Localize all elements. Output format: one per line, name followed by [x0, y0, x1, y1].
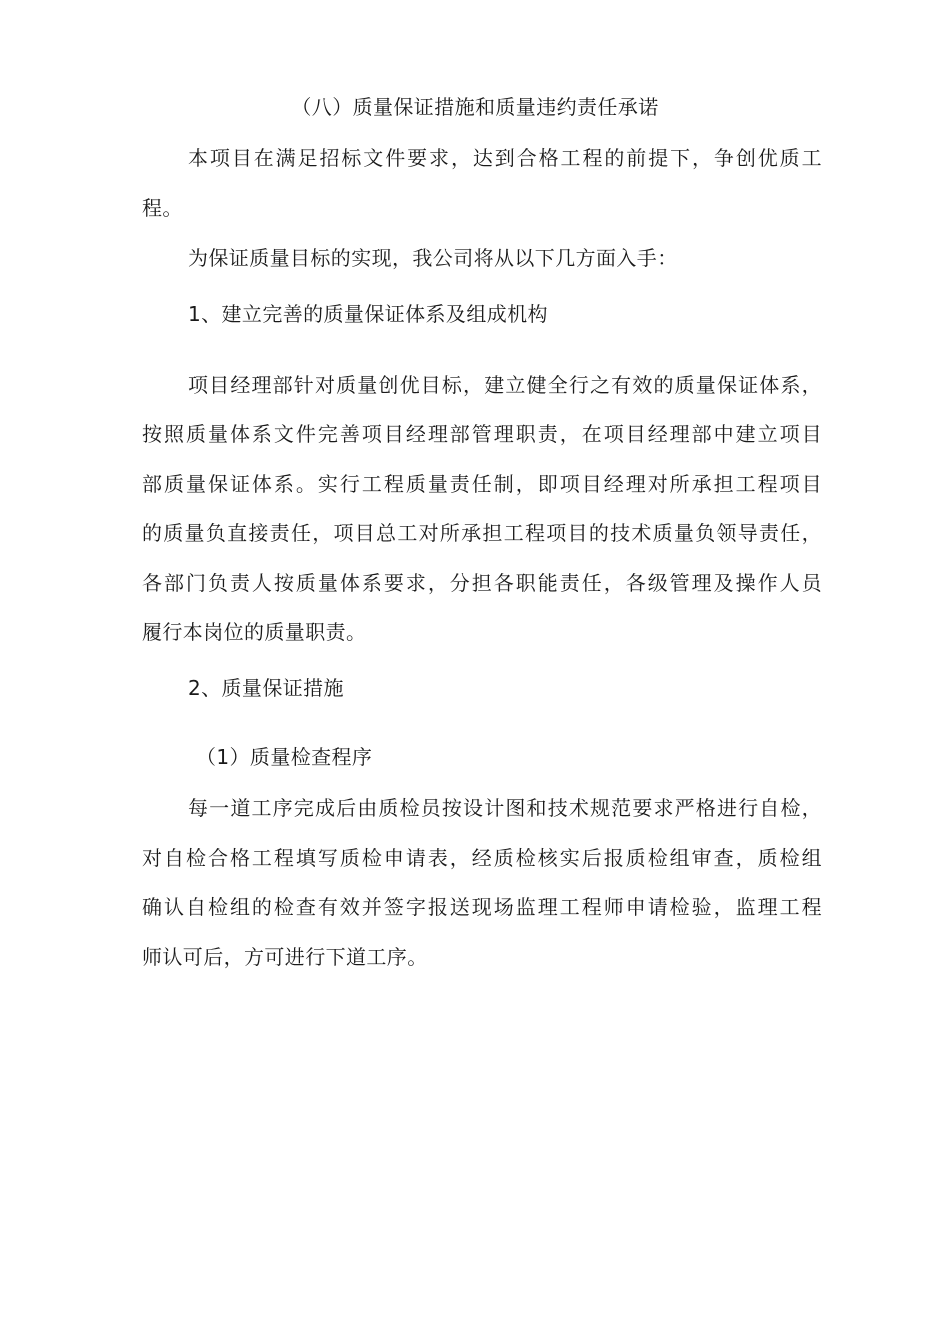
section1-line-4: 的质量负直接责任，项目总工对所承担工程项目的技术质量负领导责任， [142, 521, 822, 545]
document-title: （八）质量保证措施和质量违约责任承诺 [291, 95, 659, 119]
intro-line-1: 本项目在满足招标文件要求，达到合格工程的前提下，争创优质工 [188, 146, 822, 170]
subsection1-line-2: 对自检合格工程填写质检申请表，经质检核实后报质检组审查，质检组 [142, 846, 822, 870]
section2-heading: 2、质量保证措施 [188, 676, 344, 700]
section1-line-6: 履行本岗位的质量职责。 [142, 620, 367, 644]
lead-in-text: 为保证质量目标的实现，我公司将从以下几方面入手： [188, 246, 678, 270]
intro-line-2: 程。 [142, 196, 183, 220]
section1-line-3: 部质量保证体系。实行工程质量责任制，即项目经理对所承担工程项目 [142, 472, 822, 496]
subsection1-line-4: 师认可后，方可进行下道工序。 [142, 945, 428, 969]
subsection1-line-3: 确认自检组的检查有效并签字报送现场监理工程师申请检验，监理工程 [142, 895, 822, 919]
section1-line-5: 各部门负责人按质量体系要求，分担各职能责任，各级管理及操作人员 [142, 571, 822, 595]
subsection1-line-1: 每一道工序完成后由质检员按设计图和技术规范要求严格进行自检， [188, 796, 822, 820]
section1-heading: 1、建立完善的质量保证体系及组成机构 [188, 302, 548, 326]
section1-line-1: 项目经理部针对质量创优目标，建立健全行之有效的质量保证体系， [188, 373, 822, 397]
section1-line-2: 按照质量体系文件完善项目经理部管理职责，在项目经理部中建立项目 [142, 422, 822, 446]
subsection1-heading: （1）质量检查程序 [196, 745, 373, 769]
